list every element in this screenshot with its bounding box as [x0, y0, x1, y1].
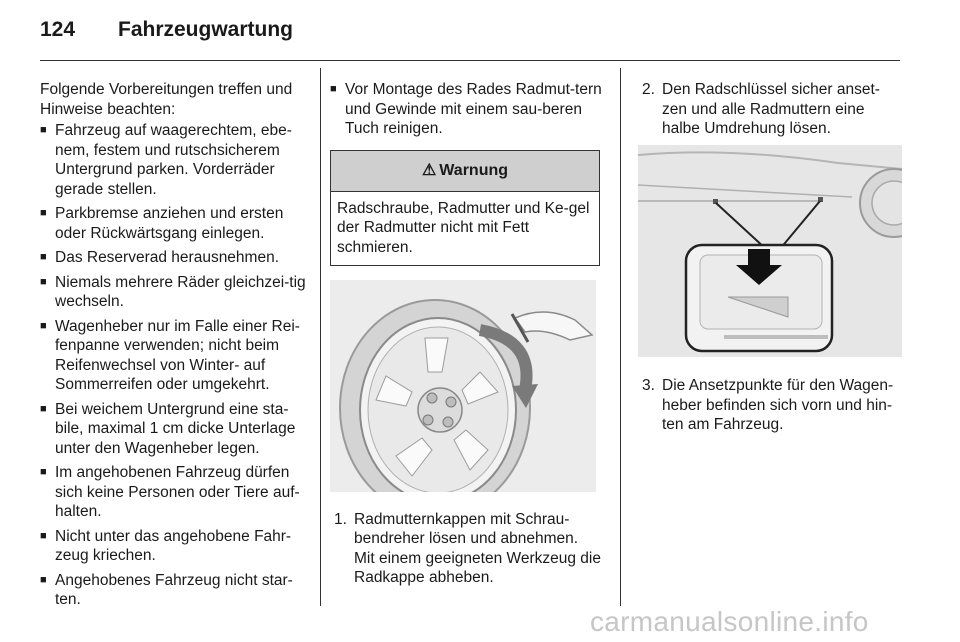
warning-header [331, 151, 599, 192]
bullet-icon: ■ [40, 466, 47, 478]
list-item: ■ Im angehobenen Fahrzeug dürfen sich keine Personen oder Tiere auf-halten. [40, 464, 300, 520]
step-list-1 [330, 510, 602, 588]
intro-text: Folgende Vorbereitungen treffen und Hinweise beachten: [40, 81, 293, 118]
jacking-point-illustration [638, 145, 902, 363]
warning-text: Radschraube, Radmutter und Ke-gel der Radmutter nicht mit Fett schmieren. [337, 199, 590, 256]
list-item: ■ Das Reserverad herausnehmen. [40, 249, 280, 266]
warning-box [330, 150, 600, 267]
list-item [330, 510, 602, 588]
step-list-3 [638, 376, 902, 435]
warning-triangle-icon: ⚠ [421, 161, 437, 179]
list-item: ■ Wagenheber nur im Falle einer Rei-fenpanne verwenden; nicht beim Reifenwechsel von Winter- auf Sommerreifen oder umgekehrt. [40, 317, 300, 393]
column-divider-2 [620, 68, 621, 606]
bullet-icon: ■ [40, 529, 47, 542]
preparation-list [40, 121, 306, 610]
step-text: Die Ansetzpunkte für den Wagen-heber befinden sich vorn und hin-ten am Fahrzeug. [662, 377, 894, 433]
list-item: ■ Fahrzeug auf waagerechtem, ebe-nem, festem und rutschsicherem Untergrund parken. Vorderräder gerade stellen. [40, 122, 292, 198]
bullet-icon: ■ [40, 319, 47, 332]
list-item [638, 80, 902, 139]
header-divider [40, 60, 900, 61]
list-item: ■ Niemals mehrere Räder gleichzei-tig wechseln. [40, 273, 306, 310]
page-header [40, 18, 293, 48]
warning-title: Warnung [439, 161, 509, 179]
cleaning-list [330, 80, 602, 139]
column-1 [40, 80, 306, 615]
bullet-icon: ■ [40, 402, 47, 415]
wheel-hubcap-illustration [330, 280, 602, 498]
step-text: Den Radschlüssel sicher anset-zen und alle Radmuttern eine halbe Umdrehung lösen. [662, 81, 880, 137]
bullet-icon: ■ [40, 251, 47, 263]
list-item [638, 376, 902, 435]
step-text: Radmutternkappen mit Schrau-bendreher lösen und abnehmen. Mit einem geeigneten Werkzeug die Radkappe abheben. [354, 510, 601, 586]
column-3 [638, 80, 902, 435]
list-item: ■ Angehobenes Fahrzeug nicht star-ten. [40, 571, 293, 608]
step-number: 3. [642, 377, 655, 394]
step-number: 1. [334, 510, 347, 528]
step-number: 2. [642, 81, 655, 98]
list-item: ■ Nicht unter das angehobene Fahr-zeug kriechen. [40, 527, 292, 564]
step-list-2 [638, 80, 902, 139]
page-title: Fahrzeugwartung [118, 18, 294, 41]
bullet-icon: ■ [40, 124, 47, 136]
column-divider-1 [320, 68, 321, 606]
bullet-icon: ■ [330, 83, 337, 95]
list-item: ■ Bei weichem Untergrund eine sta-bile, maximal 1 cm dicke Unterlage unter den Wagenheber legen. [40, 400, 296, 457]
page-number: 124 [40, 18, 76, 41]
bullet-icon: ■ [40, 573, 47, 586]
list-item: ■ Parkbremse anziehen und ersten oder Rückwärtsgang einlegen. [40, 205, 284, 242]
bullet-icon: ■ [40, 207, 47, 219]
list-item: ■ Vor Montage des Rades Radmut-tern und Gewinde mit einem sau-beren Tuch reinigen. [330, 81, 602, 137]
column-2 [330, 80, 602, 588]
bullet-icon: ■ [40, 275, 47, 288]
watermark: carmanualsonline.info [590, 606, 869, 637]
